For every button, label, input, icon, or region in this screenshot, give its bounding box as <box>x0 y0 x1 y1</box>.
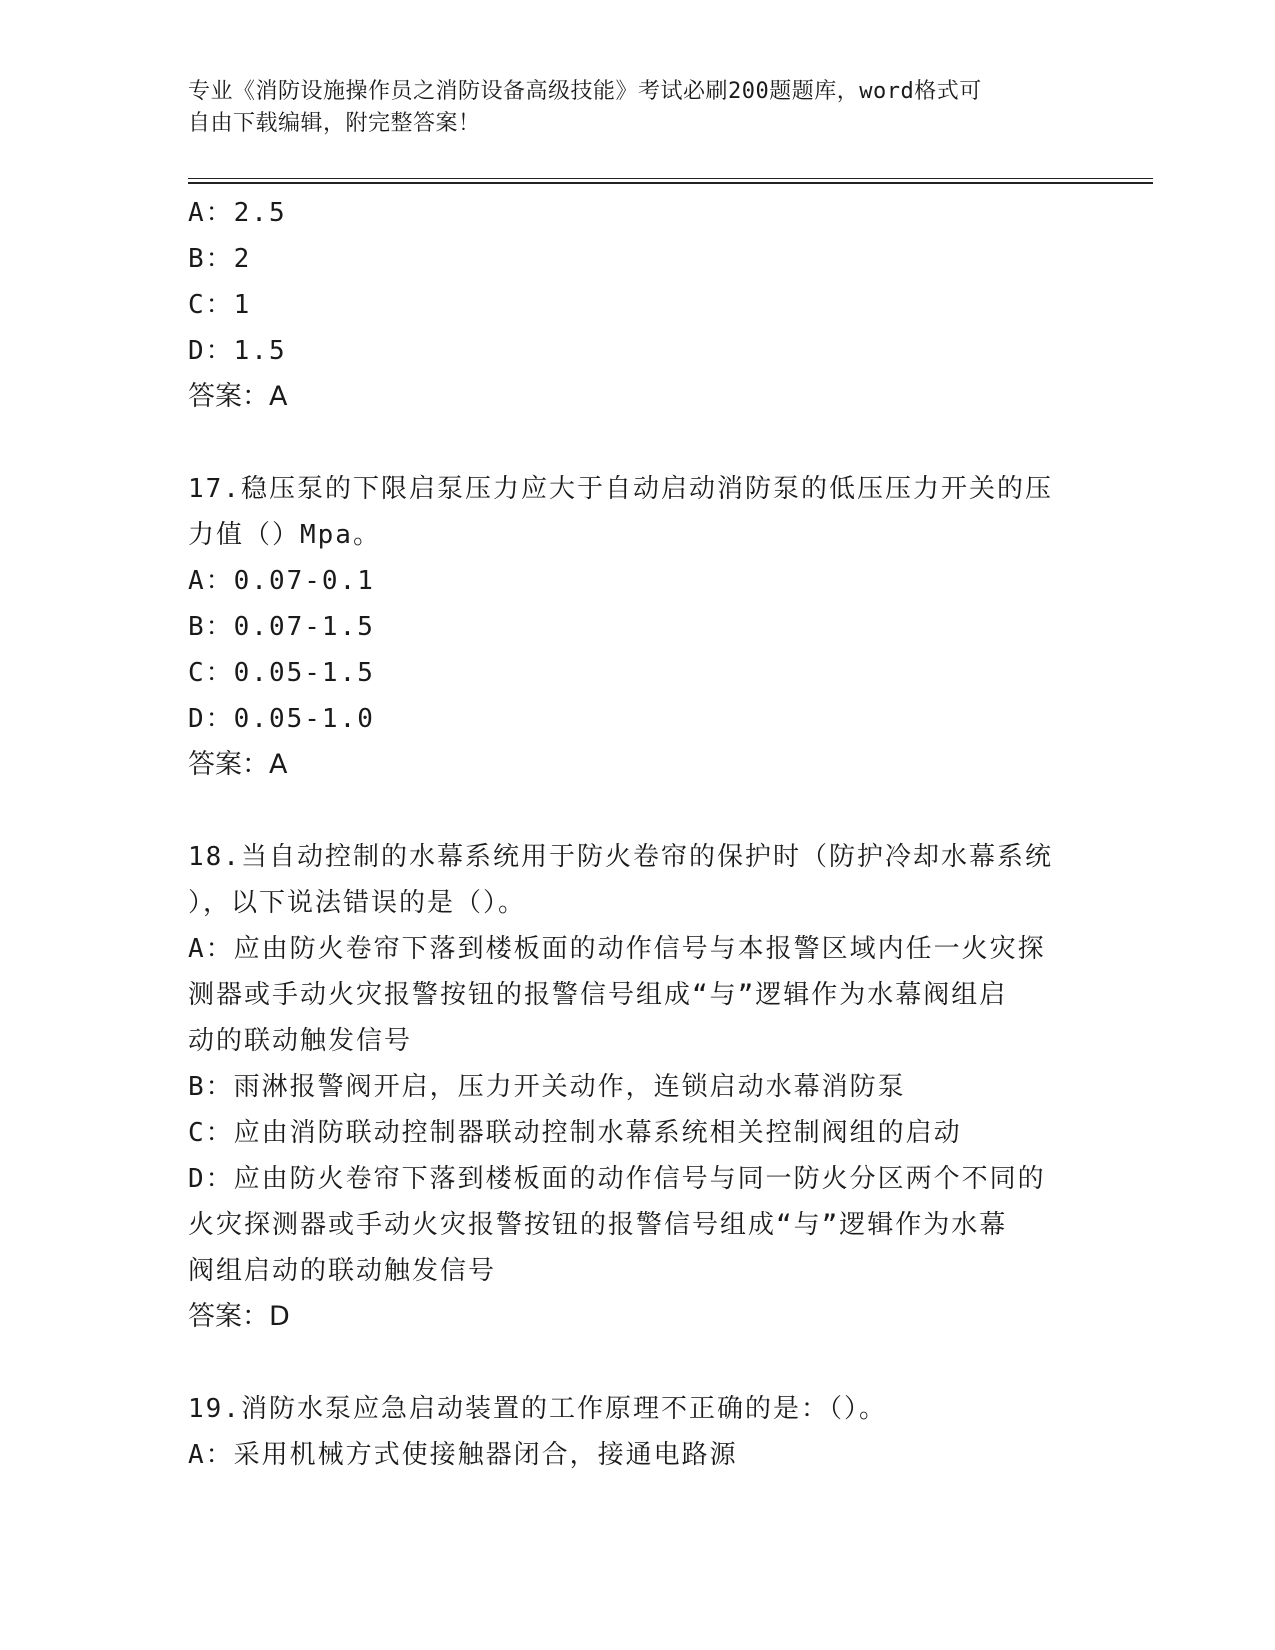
question-19 <box>188 1386 1088 1478</box>
header-line-1: 专业《消防设施操作员之消防设备高级技能》考试必刷200题题库，word格式可 <box>188 79 982 104</box>
spacer <box>188 788 1088 834</box>
question-text: 18.当自动控制的水幕系统用于防火卷帘的保护时（防护冷却水幕系统 <box>188 842 1053 872</box>
option-line: A：0.07-0.1 <box>188 566 375 596</box>
option-line: A：采用机械方式使接触器闭合，接通电路源 <box>188 1440 738 1470</box>
option-line: 阀组启动的联动触发信号 <box>188 1256 497 1286</box>
question-17 <box>188 466 1088 788</box>
spacer <box>188 1340 1088 1386</box>
answer-line: 答案：A <box>188 381 288 412</box>
question-18 <box>188 834 1088 1340</box>
document-header <box>188 76 1088 140</box>
option-line: B：0.07-1.5 <box>188 612 375 642</box>
header-line-2: 自由下载编辑，附完整答案！ <box>188 111 481 136</box>
header-divider-thin <box>188 178 1153 179</box>
option-line: A：2.5 <box>188 198 287 228</box>
option-line: D：1.5 <box>188 336 287 366</box>
answer-line: 答案：A <box>188 749 288 780</box>
question-text: ），以下说法错误的是（）。 <box>188 888 527 918</box>
option-line: D：0.05-1.0 <box>188 704 375 734</box>
option-line: A：应由防火卷帘下落到楼板面的动作信号与本报警区域内任一火灾探 <box>188 934 1046 964</box>
option-line: 动的联动触发信号 <box>188 1026 413 1056</box>
question-16-options <box>188 190 1088 420</box>
option-line: C：应由消防联动控制器联动控制水幕系统相关控制阀组的启动 <box>188 1118 962 1148</box>
option-line: B：2 <box>188 244 252 274</box>
option-line: C：1 <box>188 290 252 320</box>
header-divider-thick <box>188 182 1153 184</box>
question-text: 19.消防水泵应急启动装置的工作原理不正确的是：（）。 <box>188 1394 887 1424</box>
question-text: 力值（）Mpa。 <box>188 520 381 550</box>
option-line: B：雨淋报警阀开启，压力开关动作，连锁启动水幕消防泵 <box>188 1072 906 1102</box>
option-line: 火灾探测器或手动火灾报警按钮的报警信号组成“与”逻辑作为水幕 <box>188 1210 1008 1240</box>
option-line: 测器或手动火灾报警按钮的报警信号组成“与”逻辑作为水幕阀组启 <box>188 980 1008 1010</box>
question-content <box>188 190 1088 1478</box>
question-text: 17.稳压泵的下限启泵压力应大于自动启动消防泵的低压压力开关的压 <box>188 474 1053 504</box>
spacer <box>188 420 1088 466</box>
answer-line: 答案：D <box>188 1301 290 1332</box>
option-line: D：应由防火卷帘下落到楼板面的动作信号与同一防火分区两个不同的 <box>188 1164 1046 1194</box>
option-line: C：0.05-1.5 <box>188 658 375 688</box>
